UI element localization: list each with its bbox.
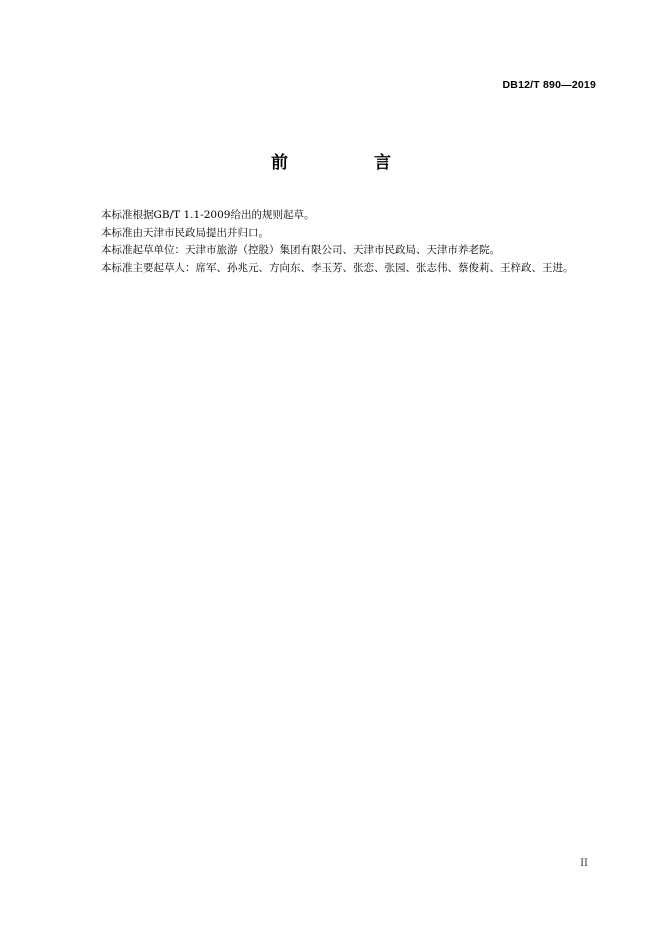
foreword-title: 前 言 bbox=[271, 153, 431, 173]
page-number: II bbox=[580, 858, 588, 869]
paragraph-drafting-rules: 本标准根据GB/T 1.1-2009给出的规则起草。 bbox=[101, 209, 315, 221]
foreword-body bbox=[80, 207, 600, 277]
paragraph-drafters: 本标准主要起草人：席军、孙兆元、方向东、李玉芳、张恋、张园、张志伟、蔡俊莉、王梓政、王进。 bbox=[101, 261, 574, 274]
document-code: DB12/T 890—2019 bbox=[502, 79, 596, 91]
paragraph-drafting-units: 本标准起草单位：天津市旅游（控股）集团有限公司、天津市民政局、天津市养老院。 bbox=[101, 244, 500, 256]
paragraph-proposer: 本标准由天津市民政局提出并归口。 bbox=[101, 226, 269, 239]
